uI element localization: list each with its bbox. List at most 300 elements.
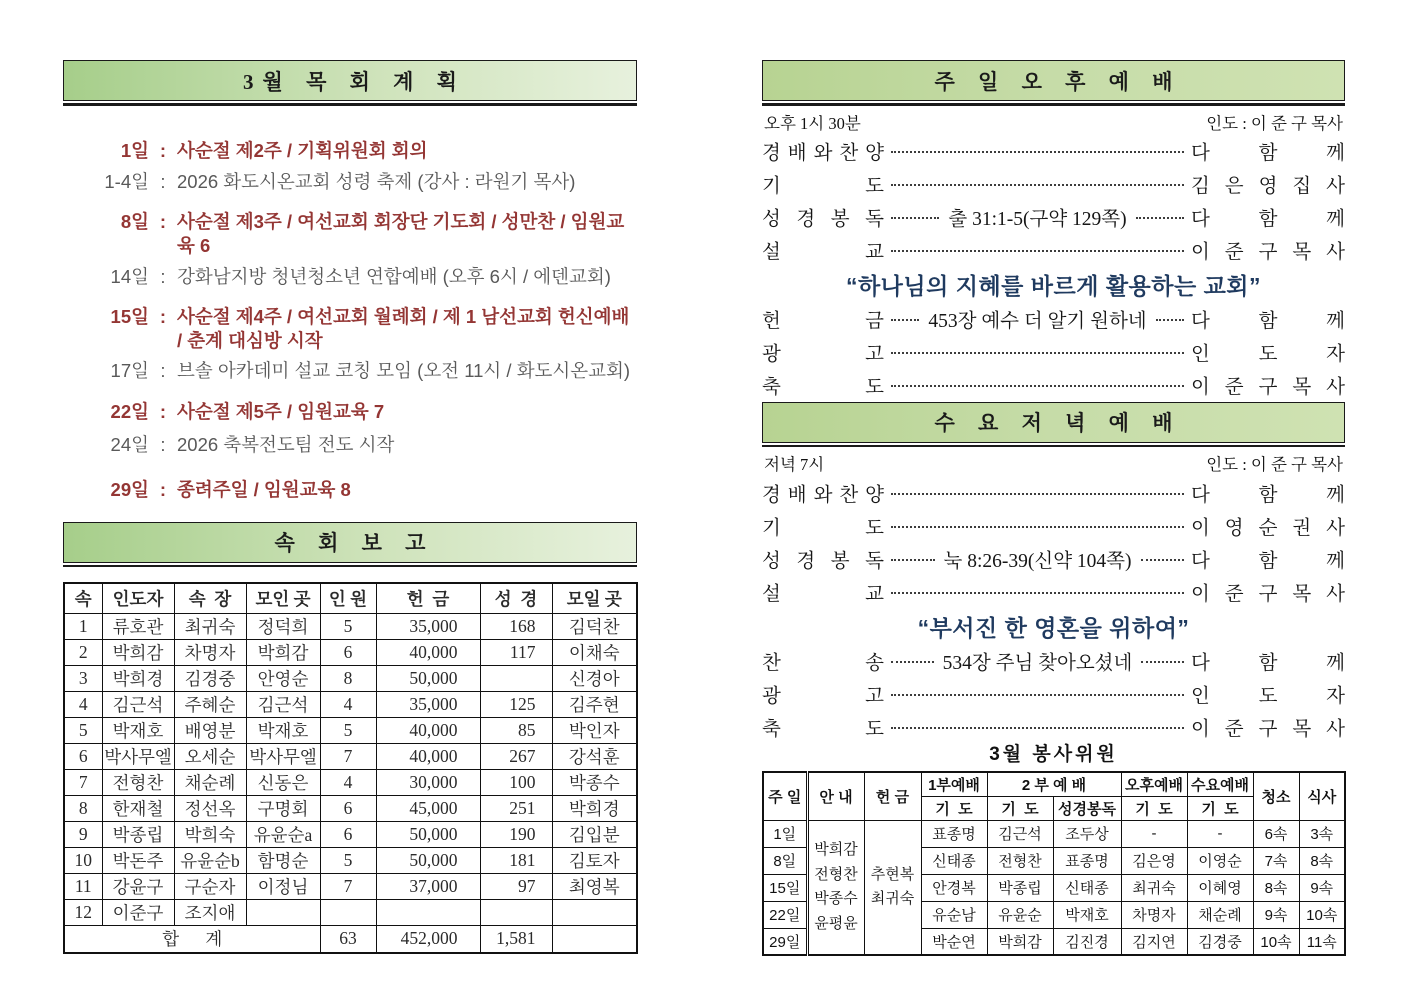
report-cell: 45,000	[376, 795, 480, 821]
report-cell	[376, 899, 480, 925]
sermon-title: “부서진 한 영혼을 위하여”	[917, 614, 1190, 641]
plan-item-day: 15일	[110, 305, 149, 327]
wednesday-leader: 인도 : 이 준 구 목사	[1206, 455, 1343, 474]
report-cell: 박희숙	[174, 821, 246, 847]
report-cell: 박인자	[552, 717, 637, 743]
plan-title: 3월 목 회 계 획	[243, 69, 466, 94]
worship-line	[762, 476, 1345, 509]
afternoon-banner-rule	[762, 103, 1345, 106]
committee-cell: 8속	[1253, 874, 1299, 901]
committee-subcolumn-header: 기 도	[921, 796, 987, 820]
committee-cell: 9속	[1299, 874, 1345, 901]
worship-item-person: 다 함 께	[1191, 209, 1345, 230]
report-cell: 100	[480, 769, 552, 795]
report-cell: 주혜순	[174, 691, 246, 717]
worship-line	[762, 135, 1345, 168]
committee-cell: 최귀숙	[1121, 874, 1187, 901]
report-row	[64, 873, 637, 899]
committee-cell: 9속	[1253, 901, 1299, 928]
plan-item-text	[177, 265, 637, 289]
committee-cell: 6속	[1253, 820, 1299, 847]
report-cell: 30,000	[376, 769, 480, 795]
afternoon-service-banner	[762, 60, 1345, 101]
committee-cell: 조두상	[1053, 820, 1121, 847]
worship-item-person: 인 도 자	[1191, 685, 1345, 707]
report-cell: 박종립	[102, 821, 174, 847]
committee-cell: -	[1121, 820, 1187, 847]
plan-item	[63, 210, 637, 258]
wednesday-meta	[762, 452, 1345, 474]
report-cell: 4	[320, 769, 376, 795]
report-cell: 안영순	[246, 665, 320, 691]
plan-item	[63, 478, 637, 502]
wednesday-time: 저녁 7시	[764, 455, 825, 474]
report-cell: 12	[64, 899, 102, 925]
report-total-members: 63	[320, 925, 376, 953]
worship-item-detail: 출 31:1-5(구약 129쪽)	[948, 209, 1127, 230]
worship-item-label: 헌 금	[762, 311, 884, 332]
report-cell: 125	[480, 691, 552, 717]
plan-item-colon: :	[159, 478, 167, 500]
dotted-leader	[891, 661, 934, 663]
report-row	[64, 769, 637, 795]
plan-item-day: 29일	[110, 478, 149, 500]
report-row	[64, 717, 637, 743]
report-cell: 8	[320, 665, 376, 691]
plan-item-day: 17일	[110, 359, 149, 381]
report-section	[63, 522, 637, 955]
report-cell: 50,000	[376, 821, 480, 847]
worship-line	[762, 168, 1345, 201]
plan-item-colon: :	[159, 210, 167, 232]
plan-item-colon: :	[160, 433, 166, 455]
worship-item-label: 경 배 와 찬 양	[762, 484, 884, 506]
dotted-leader	[891, 592, 1184, 594]
plan-item-text	[177, 359, 637, 383]
dotted-leader	[891, 559, 935, 561]
committee-col-day: 주 일	[763, 772, 807, 820]
report-cell: 6	[320, 821, 376, 847]
plan-item	[63, 170, 637, 194]
left-page	[63, 60, 637, 954]
report-cell: 3	[64, 665, 102, 691]
report-cell: 배영분	[174, 717, 246, 743]
committee-row	[763, 820, 1345, 847]
report-cell: 267	[480, 743, 552, 769]
report-cell	[320, 899, 376, 925]
report-row	[64, 795, 637, 821]
report-cell: 박종수	[552, 769, 637, 795]
report-cell: 김근석	[102, 691, 174, 717]
worship-item-person: 인 도 자	[1191, 344, 1345, 365]
report-total-place	[552, 925, 637, 953]
afternoon-service-title: 주 일 오 후 예 배	[934, 69, 1182, 94]
committee-day-cell: 22일	[763, 901, 807, 928]
plan-item-line: 종려주일 / 임원교육 8	[177, 478, 351, 500]
plan-item	[63, 139, 637, 163]
wednesday-service-title: 수 요 저 녁 예 배	[934, 411, 1182, 435]
report-row	[64, 743, 637, 769]
worship-item-label: 성 경 봉 독	[762, 209, 884, 230]
report-cell: 조지애	[174, 899, 246, 925]
report-cell: 40,000	[376, 639, 480, 665]
report-cell: 박희감	[246, 639, 320, 665]
report-cell: 정선옥	[174, 795, 246, 821]
report-total-row	[64, 925, 637, 953]
report-cell: 5	[320, 717, 376, 743]
worship-item-label: 찬 송	[762, 652, 884, 674]
report-cell: 류호관	[102, 613, 174, 639]
afternoon-meta	[762, 111, 1345, 133]
report-column-header: 헌 금	[376, 583, 480, 613]
dotted-leader	[891, 385, 1184, 387]
committee-col-guide: 안 내	[807, 772, 864, 820]
report-cell: 이준구	[102, 899, 174, 925]
report-header-row	[64, 583, 637, 613]
committee-cell: 유순남	[921, 901, 987, 928]
afternoon-leader: 인도 : 이 준 구 목사	[1206, 113, 1343, 133]
committee-offering-names: 추현복 최귀숙	[864, 820, 921, 955]
report-cell: 신경아	[552, 665, 637, 691]
plan-header-banner	[63, 60, 637, 101]
report-cell: 박사무엘	[246, 743, 320, 769]
committee-subcolumn-header: 기 도	[987, 796, 1053, 820]
committee-cell: 7속	[1253, 847, 1299, 874]
report-row	[64, 613, 637, 639]
report-cell: 한재철	[102, 795, 174, 821]
worship-line	[762, 234, 1345, 267]
report-cell	[480, 899, 552, 925]
worship-item-detail: 눅 8:26-39(신약 104쪽)	[943, 550, 1132, 572]
report-cell: 35,000	[376, 691, 480, 717]
report-cell: 박돈주	[102, 847, 174, 873]
report-cell: 7	[320, 743, 376, 769]
worship-item-detail: 534장 주님 찾아오셨네	[942, 652, 1133, 674]
report-cell: 11	[64, 873, 102, 899]
report-cell: 신동은	[246, 769, 320, 795]
dotted-leader	[891, 319, 919, 321]
report-row	[64, 899, 637, 925]
committee-cell: 김경중	[1187, 928, 1253, 955]
worship-item-label: 경 배 와 찬 양	[762, 143, 884, 164]
report-cell: 251	[480, 795, 552, 821]
wednesday-banner-rule	[762, 445, 1345, 448]
committee-day-cell: 29일	[763, 928, 807, 955]
report-cell: 117	[480, 639, 552, 665]
dotted-leader	[891, 184, 1184, 186]
committee-cell: 3속	[1299, 820, 1345, 847]
worship-line	[762, 509, 1345, 542]
report-row	[64, 691, 637, 717]
report-cell: 박재호	[102, 717, 174, 743]
report-cell: 1	[64, 613, 102, 639]
report-cell: 박희감	[102, 639, 174, 665]
plan-item-line: 사순절 제5주 / 임원교육 7	[177, 400, 385, 422]
report-cell: 4	[64, 691, 102, 717]
report-cell: 4	[320, 691, 376, 717]
report-cell: 최귀숙	[174, 613, 246, 639]
committee-day-cell: 8일	[763, 847, 807, 874]
report-cell: 김근석	[246, 691, 320, 717]
plan-item-colon: :	[160, 170, 166, 192]
report-cell: 김경중	[174, 665, 246, 691]
dotted-leader	[891, 151, 1184, 153]
committee-col-wednesday: 수요예배	[1187, 772, 1253, 796]
committee-subcolumn-header: 성경봉독	[1053, 796, 1121, 820]
report-cell: 차명자	[174, 639, 246, 665]
worship-item-label: 축 도	[762, 718, 884, 740]
committee-cell: 박재호	[1053, 901, 1121, 928]
plan-item	[63, 400, 637, 424]
plan-item-line: 2026 화도시온교회 성령 축제 (강사 : 라원기 목사)	[177, 170, 576, 192]
wednesday-service-section	[762, 402, 1345, 744]
committee-day-cell: 15일	[763, 874, 807, 901]
worship-item-label: 기 도	[762, 176, 884, 197]
worship-item-label: 기 도	[762, 517, 884, 539]
committee-cell: 10속	[1299, 901, 1345, 928]
report-cell: 85	[480, 717, 552, 743]
dotted-leader	[1156, 319, 1184, 321]
dotted-leader	[891, 352, 1184, 354]
report-column-header: 모일 곳	[552, 583, 637, 613]
committee-day-cell: 1일	[763, 820, 807, 847]
worship-item-person: 김 은 영 집 사	[1191, 176, 1345, 197]
plan-item-line2: / 춘계 대심방 시작	[177, 329, 323, 351]
report-cell: 168	[480, 613, 552, 639]
plan-item-text	[177, 433, 637, 457]
plan-item	[63, 305, 637, 353]
report-column-header: 속 장	[174, 583, 246, 613]
report-cell: 7	[320, 873, 376, 899]
committee-cell: 신태종	[1053, 874, 1121, 901]
dotted-leader	[891, 493, 1184, 495]
worship-item-person: 다 함 께	[1191, 652, 1346, 674]
report-column-header: 속	[64, 583, 102, 613]
plan-item	[63, 359, 637, 383]
committee-cell: 김진경	[1053, 928, 1121, 955]
committee-cell: 박희감	[987, 928, 1053, 955]
plan-item-text	[177, 210, 637, 258]
report-cell: 구순자	[174, 873, 246, 899]
report-row	[64, 821, 637, 847]
right-page	[762, 60, 1345, 956]
report-cell: 35,000	[376, 613, 480, 639]
committee-cell: 표종명	[1053, 847, 1121, 874]
worship-item-person: 이 준 구 목 사	[1191, 377, 1345, 398]
plan-item-text	[177, 139, 637, 163]
worship-item-label: 축 도	[762, 377, 884, 398]
worship-line	[762, 710, 1345, 743]
report-cell: 전형찬	[102, 769, 174, 795]
worship-item-person: 이 준 구 목 사	[1191, 583, 1345, 605]
plan-item	[63, 433, 637, 457]
report-cell: 190	[480, 821, 552, 847]
committee-cell: 8속	[1299, 847, 1345, 874]
plan-item-text	[177, 400, 637, 424]
plan-item-day: 1-4일	[104, 170, 149, 192]
report-cell: 김주현	[552, 691, 637, 717]
committee-cell: 신태종	[921, 847, 987, 874]
report-total-offering: 452,000	[376, 925, 480, 953]
report-cell: 2	[64, 639, 102, 665]
committee-col-meal: 식사	[1299, 772, 1345, 820]
worship-item-person: 다 함 께	[1191, 550, 1345, 572]
report-column-header: 모인 곳	[246, 583, 320, 613]
plan-header-rule	[63, 103, 637, 106]
committee-cell: 10속	[1253, 928, 1299, 955]
report-column-header: 인 원	[320, 583, 376, 613]
plan-list	[63, 139, 637, 502]
plan-item-line: 브솔 아카데미 설교 코칭 모임 (오전 11시 / 화도시온교회)	[177, 359, 631, 381]
report-cell: 40,000	[376, 717, 480, 743]
committee-cell: 표종명	[921, 820, 987, 847]
dotted-leader	[891, 694, 1184, 696]
report-cell: 6	[64, 743, 102, 769]
report-cell: 이채숙	[552, 639, 637, 665]
report-cell: 9	[64, 821, 102, 847]
report-cell	[552, 899, 637, 925]
plan-item	[63, 265, 637, 289]
worship-item-detail: 453장 예수 더 알기 원하네	[928, 311, 1147, 332]
report-table	[63, 582, 638, 954]
report-header-rule	[63, 565, 637, 568]
dotted-leader	[1141, 661, 1184, 663]
worship-item-person: 다 함 께	[1191, 143, 1345, 164]
plan-item-day: 22일	[110, 400, 149, 422]
plan-item-text	[177, 478, 637, 502]
report-cell: 5	[320, 847, 376, 873]
plan-item-text	[177, 305, 637, 353]
plan-item-colon: :	[159, 305, 167, 327]
report-cell: 50,000	[376, 665, 480, 691]
wednesday-service-banner	[762, 402, 1345, 443]
worship-item-person: 이 준 구 목 사	[1191, 242, 1345, 263]
report-cell: 6	[320, 639, 376, 665]
report-cell: 유윤순a	[246, 821, 320, 847]
worship-line	[762, 677, 1345, 710]
committee-cell: 안경복	[921, 874, 987, 901]
report-cell: 채순례	[174, 769, 246, 795]
report-column-header: 성 경	[480, 583, 552, 613]
report-cell: 박사무엘	[102, 743, 174, 769]
report-cell: 8	[64, 795, 102, 821]
report-title: 속 회 보 고	[274, 531, 435, 555]
committee-cell: 유윤순	[987, 901, 1053, 928]
worship-line	[762, 303, 1345, 336]
committee-cell: 차명자	[1121, 901, 1187, 928]
plan-item-text	[177, 170, 637, 194]
afternoon-service-section	[762, 60, 1345, 402]
committee-cell: 이영순	[1187, 847, 1253, 874]
committee-section	[762, 743, 1345, 956]
committee-col-service2: 2 부 예 배	[987, 772, 1121, 796]
report-cell	[246, 899, 320, 925]
dotted-leader	[891, 250, 1184, 252]
plan-item-day: 24일	[110, 433, 149, 455]
committee-col-afternoon: 오후예배	[1121, 772, 1187, 796]
report-cell: 10	[64, 847, 102, 873]
report-cell	[480, 665, 552, 691]
report-cell: 97	[480, 873, 552, 899]
plan-item-colon: :	[160, 359, 166, 381]
plan-item-day: 8일	[120, 210, 149, 232]
report-cell: 박재호	[246, 717, 320, 743]
dotted-leader	[1136, 217, 1184, 219]
worship-line	[762, 575, 1345, 608]
report-cell: 최영복	[552, 873, 637, 899]
report-cell: 정덕희	[246, 613, 320, 639]
committee-cell: 박종립	[987, 874, 1053, 901]
worship-line	[762, 369, 1345, 402]
plan-item-day: 1일	[120, 139, 149, 161]
plan-item-day: 14일	[110, 265, 149, 287]
worship-item-person: 이 준 구 목 사	[1191, 718, 1345, 740]
report-cell: 강윤구	[102, 873, 174, 899]
report-cell: 5	[320, 613, 376, 639]
report-cell: 37,000	[376, 873, 480, 899]
report-cell: 181	[480, 847, 552, 873]
plan-item-colon: :	[159, 139, 167, 161]
committee-cell: 김근석	[987, 820, 1053, 847]
committee-subcolumn-header: 기 도	[1121, 796, 1187, 820]
committee-cell: 박순연	[921, 928, 987, 955]
report-row	[64, 639, 637, 665]
report-total-bible: 1,581	[480, 925, 552, 953]
report-cell: 이정님	[246, 873, 320, 899]
plan-item-line: 사순절 제3주 / 여선교회 회장단 기도회 / 성만찬 / 임원교육 6	[177, 210, 625, 256]
committee-cell: 김은영	[1121, 847, 1187, 874]
wednesday-worship-order	[762, 476, 1345, 743]
worship-item-person: 이 영 순 권 사	[1191, 517, 1345, 539]
sermon-title: “하나님의 지혜를 바르게 활용하는 교회”	[845, 273, 1262, 299]
report-cell: 김토자	[552, 847, 637, 873]
committee-cell: -	[1187, 820, 1253, 847]
worship-line	[762, 336, 1345, 369]
report-cell: 오세순	[174, 743, 246, 769]
committee-cell: 김지연	[1121, 928, 1187, 955]
worship-item-label: 성 경 봉 독	[762, 550, 884, 572]
worship-line	[762, 201, 1345, 234]
report-row	[64, 847, 637, 873]
worship-item-person: 다 함 께	[1191, 311, 1346, 332]
committee-col-service1: 1부예배	[921, 772, 987, 796]
afternoon-worship-order	[762, 135, 1345, 402]
committee-cell: 11속	[1299, 928, 1345, 955]
report-cell: 강석훈	[552, 743, 637, 769]
worship-line	[762, 542, 1345, 575]
report-cell: 함명순	[246, 847, 320, 873]
afternoon-time: 오후 1시 30분	[764, 113, 861, 133]
report-cell: 박희경	[552, 795, 637, 821]
plan-item-line: 사순절 제2주 / 기획위원회 회의	[177, 139, 428, 161]
dotted-leader	[891, 526, 1184, 528]
committee-title: 3월 봉사위원	[989, 744, 1118, 765]
dotted-leader	[891, 727, 1184, 729]
committee-cell: 이혜영	[1187, 874, 1253, 901]
worship-item-label: 광 고	[762, 344, 884, 365]
committee-cell: 전형찬	[987, 847, 1053, 874]
committee-guide-names: 박희감 전형찬 박종수 윤평윤	[807, 820, 864, 955]
report-cell: 7	[64, 769, 102, 795]
report-cell: 김덕찬	[552, 613, 637, 639]
dotted-leader	[891, 217, 939, 219]
plan-item-line: 강화남지방 청년청소년 연합예배 (오후 6시 / 에덴교회)	[177, 265, 611, 287]
report-cell: 구명회	[246, 795, 320, 821]
report-row	[64, 665, 637, 691]
plan-item-line: 사순절 제4주 / 여선교회 월례회 / 제 1 남선교회 헌신예배	[177, 305, 630, 327]
worship-line	[762, 644, 1345, 677]
committee-table	[762, 771, 1346, 956]
